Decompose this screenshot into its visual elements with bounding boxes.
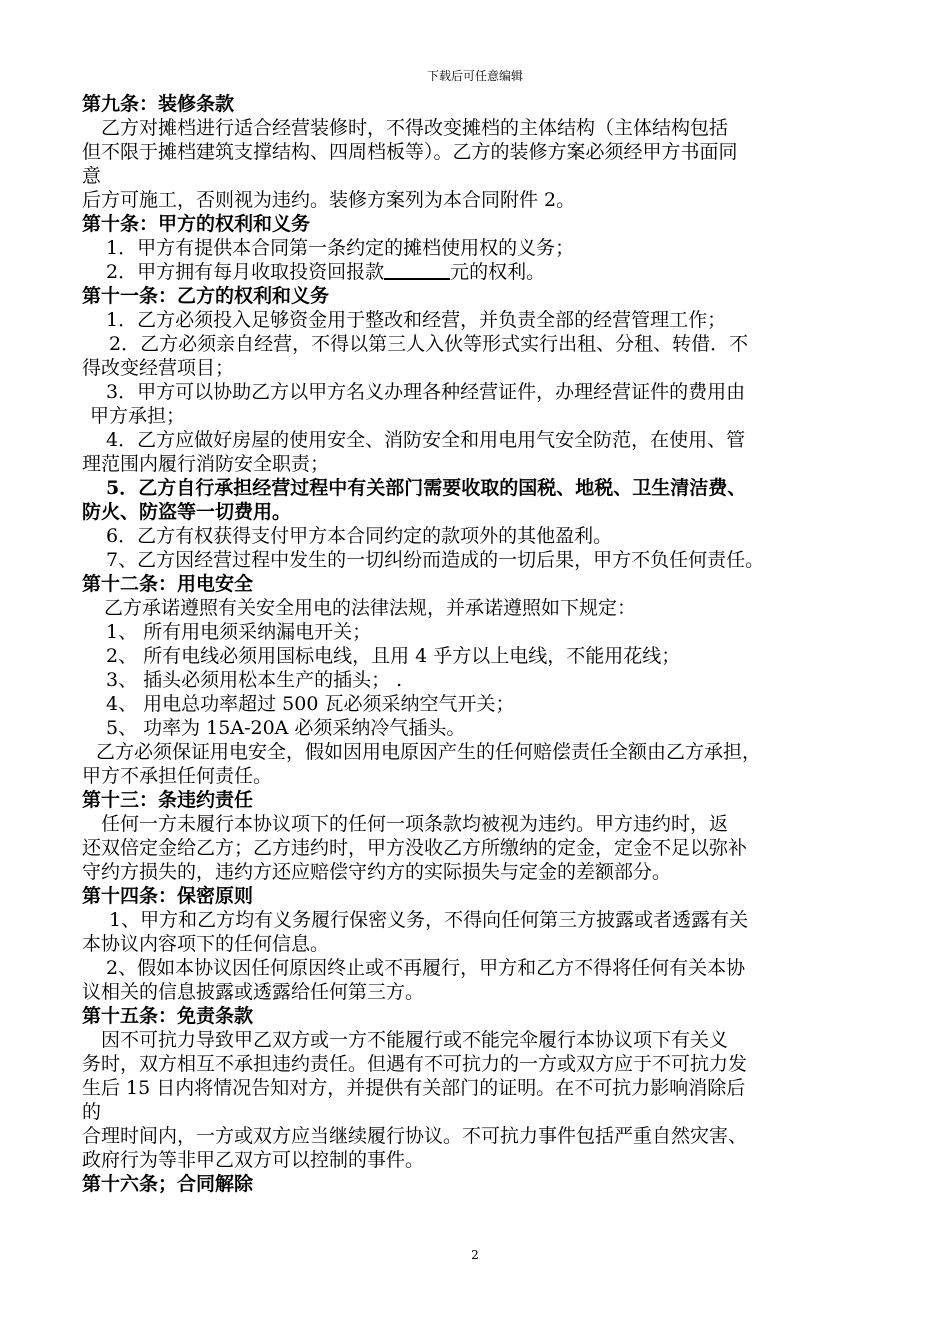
line-text-suffix: 元的权利。: [450, 261, 546, 283]
paragraph-line: [82, 740, 882, 764]
paragraph-line: [82, 308, 882, 332]
paragraph-line: [82, 860, 882, 884]
section-heading: [82, 788, 882, 812]
page-number: 2: [471, 1248, 479, 1262]
line-text: 务时，双方相互不承担违约责任。但遇有不可抗力的一方或双方应于不可抗力发: [82, 1053, 748, 1075]
line-text: 4、 用电总功率超过 500 瓦必须采纳空气开关；: [106, 693, 515, 715]
line-text: 1、 所有用电须采纳漏电开关；: [106, 621, 372, 643]
line-text: 6．乙方有权获得支付甲方本合同约定的款项外的其他盈利。: [106, 525, 613, 547]
document-body: [82, 92, 882, 1196]
line-text: 2、 所有电线必须用国标电线，且用 4 乎方以上电线，不能用花线；: [106, 645, 681, 667]
line-text: 议相关的信息披露或透露给任何第三方。: [82, 981, 425, 1003]
paragraph-line: [82, 236, 882, 260]
fill-in-blank: [384, 260, 450, 280]
section-heading: [82, 284, 882, 308]
line-text: 5、 功率为 15A-20A 必须采纳冷气插头。: [106, 717, 466, 739]
line-text: 乙方对摊档进行适合经营装修时，不得改变摊档的主体结构（主体结构包括: [101, 117, 729, 139]
line-text: 后方可施工，否则视为违约。装修方案列为本合同附件 2。: [82, 189, 576, 211]
paragraph-line: [82, 980, 882, 1004]
line-text: 第十三：条违约责任: [82, 789, 254, 811]
paragraph-line: [82, 620, 882, 644]
line-text: 合理时间内，一方或双方应当继续履行协议。不可抗力事件包括严重自然灾害、: [82, 1125, 748, 1147]
line-text: 还双倍定金给乙方；乙方违约时，甲方没收乙方所缴纳的定金，定金不足以弥补: [82, 837, 748, 859]
line-text: 乙方承诺遵照有关安全用电的法律法规，并承诺遵照如下规定：: [104, 597, 637, 619]
paragraph-line: [82, 548, 882, 572]
paragraph-line: [82, 764, 882, 788]
paragraph-line: [82, 116, 882, 140]
paragraph-line: [82, 332, 882, 356]
section-heading: [82, 92, 882, 116]
section-heading: [82, 500, 882, 524]
line-text: 乙方必须保证用电安全，假如因用电原因产生的任何赔偿责任全额由乙方承担，: [96, 741, 762, 763]
paragraph-line: [82, 428, 882, 452]
line-text: 甲方承担；: [90, 405, 186, 427]
paragraph-line: [82, 812, 882, 836]
paragraph-line: [82, 956, 882, 980]
line-text: 第十四条：保密原则: [82, 885, 254, 907]
paragraph-line: [82, 380, 882, 404]
line-text: 守约方损失的，违约方还应赔偿守约方的实际损失与定金的差额部分。: [82, 861, 672, 883]
paragraph-line: [82, 524, 882, 548]
paragraph-line: [82, 644, 882, 668]
section-heading: [82, 572, 882, 596]
line-text: 甲方不承担任何责任。: [82, 765, 273, 787]
paragraph-line: [82, 692, 882, 716]
line-text: 2．乙方必须亲自经营，不得以第三人入伙等形式实行出租、分租、转借．不: [109, 333, 749, 355]
paragraph-line: [82, 668, 882, 692]
line-text: 1．甲方有提供本合同第一条约定的摊档使用权的义务；: [106, 237, 575, 259]
line-text: 得改变经营项目；: [82, 357, 235, 379]
paragraph-line: [82, 1076, 882, 1100]
line-text: 2、假如本协议因任何原因终止或不再履行，甲方和乙方不得将任何有关本协: [106, 957, 746, 979]
line-text: 3、 插头必须用松本生产的插头； .: [106, 669, 403, 691]
paragraph-line: [82, 356, 882, 380]
paragraph-line: [82, 1148, 882, 1172]
paragraph-line: [82, 164, 882, 188]
line-text: 第十五条：免责条款: [82, 1005, 254, 1027]
line-text: 因不可抗力导致甲乙双方或一方不能履行或不能完伞履行本协议项下有关义: [101, 1029, 729, 1051]
line-text: 政府行为等非甲乙双方可以控制的事件。: [82, 1149, 425, 1171]
line-text: 第十一条：乙方的权利和义务: [82, 285, 330, 307]
line-text: 第十条：甲方的权利和义务: [82, 213, 311, 235]
section-heading: [82, 1172, 882, 1196]
line-text: 4．乙方应做好房屋的使用安全、消防安全和用电用气安全防范，在使用、管: [106, 429, 746, 451]
paragraph-line: [82, 596, 882, 620]
paragraph-line: [82, 1124, 882, 1148]
paragraph-line: [82, 1028, 882, 1052]
paragraph-line: [82, 716, 882, 740]
paragraph-line: [82, 404, 882, 428]
line-text: 7、乙方因经营过程中发生的一切纠纷而造成的一切后果，甲方不负任何责任。: [106, 549, 765, 571]
paragraph-line: [82, 140, 882, 164]
section-heading: [82, 212, 882, 236]
paragraph-line: [82, 908, 882, 932]
paragraph-line: [82, 836, 882, 860]
line-text: 但不限于摊档建筑支撑结构、四周档板等）。乙方的装修方案必须经甲方书面同: [82, 141, 738, 163]
line-text: 任何一方未履行本协议项下的任何一项条款均被视为违约。甲方违约时，返: [101, 813, 729, 835]
line-text: 第九条：装修条款: [82, 93, 235, 115]
line-text: 意: [82, 165, 102, 187]
paragraph-line: [82, 1052, 882, 1076]
line-text: 第十六条；合同解除: [82, 1173, 254, 1195]
line-text: 3．甲方可以协助乙方以甲方名义办理各种经营证件，办理经营证件的费用由: [106, 381, 746, 403]
line-text: 第十二条：用电安全: [82, 573, 254, 595]
paragraph-line: [82, 932, 882, 956]
line-text: 5．乙方自行承担经营过程中有关部门需要收取的国税、地税、卫生清洁费、: [106, 477, 747, 499]
line-text: 防火、防盗等一切费用。: [82, 501, 292, 523]
paragraph-line: [82, 260, 882, 284]
page-header: 下载后可任意编辑: [426, 69, 523, 83]
paragraph-line: [82, 1100, 882, 1124]
line-text: 生后 15 日内将情况告知对方，并提供有关部门的证明。在不可抗力影响消除后: [82, 1077, 746, 1099]
line-text: 本协议内容项下的任何信息。: [82, 933, 330, 955]
line-text: 1、甲方和乙方均有义务履行保密义务，不得向任何第三方披露或者透露有关: [109, 909, 749, 931]
line-text: 2．甲方拥有每月收取投资回报款: [106, 261, 385, 283]
section-heading: [82, 1004, 882, 1028]
paragraph-line: [82, 452, 882, 476]
paragraph-line: [82, 188, 882, 212]
line-text: 1．乙方必须投入足够资金用于整改和经营，并负责全部的经营管理工作；: [106, 309, 727, 331]
line-text: 的: [82, 1101, 102, 1123]
paragraph-line: [82, 476, 882, 500]
section-heading: [82, 884, 882, 908]
line-text: 理范围内履行消防安全职责；: [82, 453, 330, 475]
